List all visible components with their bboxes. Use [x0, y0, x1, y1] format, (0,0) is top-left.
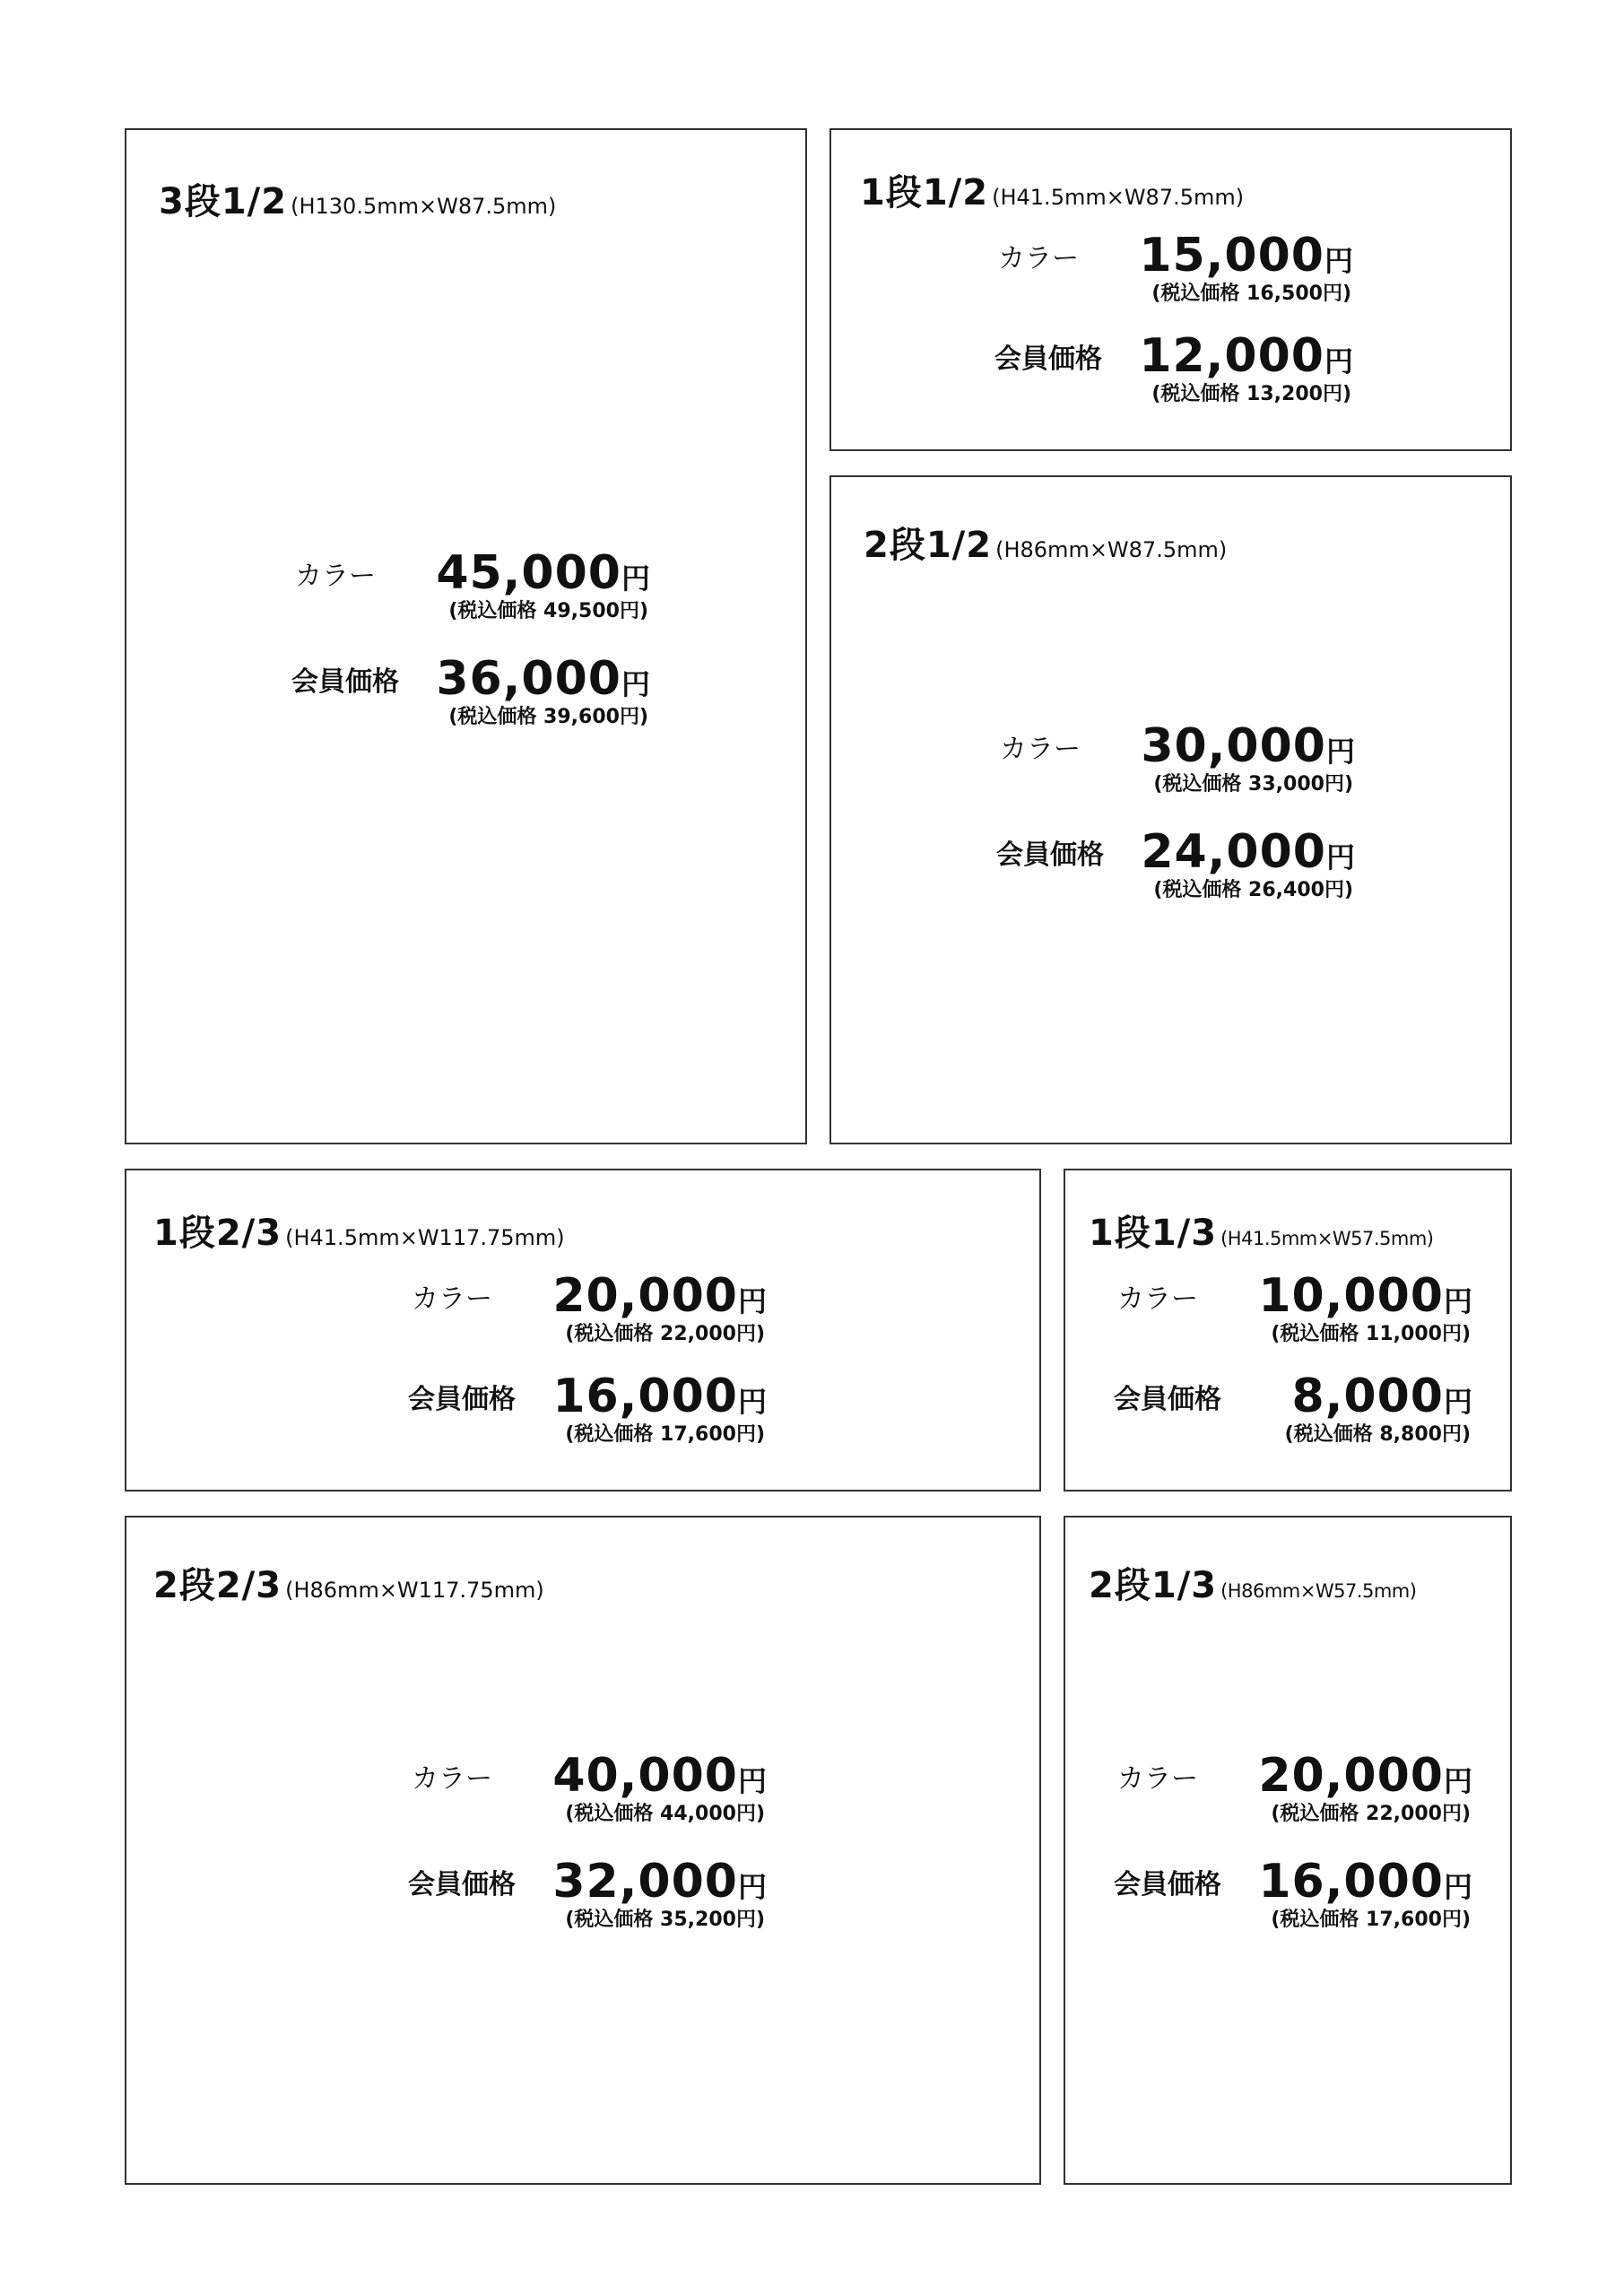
member-price: 32,000: [552, 1855, 738, 1909]
ad-dimensions: (H41.5mm×W57.5mm): [1220, 1228, 1434, 1249]
ad-size: 1段1/2: [860, 172, 989, 213]
member-price: 16,000: [1258, 1855, 1444, 1909]
price-block: [1114, 1749, 1472, 1935]
ad-heading: [153, 1213, 565, 1254]
ad-box-1dan-half: [829, 128, 1512, 451]
color-price: 20,000: [1258, 1749, 1444, 1803]
ad-heading: [860, 172, 1245, 213]
ad-dimensions: (H86mm×W87.5mm): [995, 537, 1228, 562]
price-block: [291, 546, 650, 733]
member-label: 会員価格: [994, 344, 1102, 375]
price-block: [996, 719, 1355, 906]
color-price: 20,000: [552, 1269, 738, 1323]
yen-unit: 円: [621, 561, 650, 596]
color-price: 45,000: [436, 546, 621, 600]
ad-heading: [1089, 1213, 1434, 1254]
color-label: カラー: [412, 1763, 492, 1795]
member-label: 会員価格: [1114, 1384, 1221, 1415]
color-label: カラー: [412, 1283, 492, 1315]
color-label: カラー: [295, 561, 376, 592]
yen-unit: 円: [1443, 1764, 1472, 1798]
member-tax-price: (税込価格 13,200円): [1151, 383, 1351, 405]
ad-heading: [1089, 1565, 1417, 1606]
yen-unit: 円: [1443, 1870, 1472, 1904]
color-tax-price: (税込価格 22,000円): [565, 1323, 765, 1345]
member-price: 8,000: [1291, 1370, 1444, 1423]
color-label: カラー: [1117, 1763, 1198, 1795]
price-block: [408, 1749, 767, 1935]
yen-unit: 円: [1443, 1385, 1472, 1419]
member-price: 12,000: [1139, 329, 1324, 383]
ad-dimensions: (H130.5mm×W87.5mm): [291, 194, 557, 219]
member-tax-price: (税込価格 17,600円): [1271, 1909, 1471, 1931]
ad-size: 2段1/3: [1089, 1565, 1218, 1606]
member-label: 会員価格: [1114, 1869, 1221, 1900]
color-price: 10,000: [1258, 1269, 1444, 1323]
color-tax-price: (税込価格 44,000円): [565, 1803, 765, 1825]
color-tax-price: (税込価格 22,000円): [1271, 1803, 1471, 1825]
color-tax-price: (税込価格 33,000円): [1153, 773, 1353, 796]
member-tax-price: (税込価格 39,600円): [448, 706, 648, 728]
member-tax-price: (税込価格 35,200円): [565, 1909, 765, 1931]
member-label: 会員価格: [408, 1869, 516, 1900]
color-label: カラー: [1000, 734, 1081, 765]
yen-unit: 円: [737, 1764, 767, 1798]
member-tax-price: (税込価格 8,800円): [1284, 1423, 1471, 1446]
yen-unit: 円: [1325, 840, 1355, 874]
ad-box-1dan-two-thirds: [125, 1169, 1041, 1492]
yen-unit: 円: [737, 1284, 767, 1318]
ad-box-3dan-half: [125, 128, 807, 1144]
ad-heading: [159, 181, 557, 222]
yen-unit: 円: [1443, 1284, 1472, 1318]
member-tax-price: (税込価格 26,400円): [1153, 879, 1353, 901]
yen-unit: 円: [737, 1870, 767, 1904]
ad-box-1dan-third: [1064, 1169, 1512, 1492]
ad-size: 1段1/3: [1089, 1213, 1218, 1254]
color-tax-price: (税込価格 16,500円): [1151, 283, 1351, 305]
yen-unit: 円: [737, 1385, 767, 1419]
ad-heading: [864, 525, 1228, 566]
ad-dimensions: (H41.5mm×W117.75mm): [285, 1225, 565, 1250]
ad-size: 2段1/2: [864, 525, 993, 566]
color-tax-price: (税込価格 49,500円): [448, 600, 648, 622]
member-tax-price: (税込価格 17,600円): [565, 1423, 765, 1446]
member-price: 16,000: [552, 1370, 738, 1423]
member-label: 会員価格: [996, 839, 1104, 871]
member-label: 会員価格: [291, 666, 399, 698]
color-label: カラー: [1117, 1283, 1198, 1315]
yen-unit: 円: [621, 667, 650, 701]
color-price: 15,000: [1139, 229, 1324, 283]
member-price: 24,000: [1141, 825, 1326, 879]
price-block: [994, 229, 1353, 410]
ad-dimensions: (H86mm×W57.5mm): [1220, 1580, 1417, 1602]
ad-box-2dan-third: [1064, 1516, 1512, 2185]
ad-dimensions: (H86mm×W117.75mm): [285, 1578, 544, 1603]
ad-dimensions: (H41.5mm×W87.5mm): [992, 185, 1245, 210]
ad-size: 3段1/2: [159, 181, 288, 222]
color-price: 30,000: [1141, 719, 1326, 773]
ad-box-2dan-two-thirds: [125, 1516, 1041, 2185]
color-price: 40,000: [552, 1749, 738, 1803]
yen-unit: 円: [1324, 344, 1353, 378]
yen-unit: 円: [1325, 735, 1355, 769]
ad-size: 2段2/3: [153, 1565, 282, 1606]
member-price: 36,000: [436, 652, 621, 706]
ad-size: 1段2/3: [153, 1213, 282, 1254]
color-tax-price: (税込価格 11,000円): [1271, 1323, 1471, 1345]
price-block: [408, 1269, 767, 1450]
yen-unit: 円: [1324, 244, 1353, 278]
ad-heading: [153, 1565, 544, 1606]
price-block: [1114, 1269, 1472, 1450]
member-label: 会員価格: [408, 1384, 516, 1415]
color-label: カラー: [998, 243, 1079, 274]
ad-box-2dan-half: [829, 475, 1512, 1144]
